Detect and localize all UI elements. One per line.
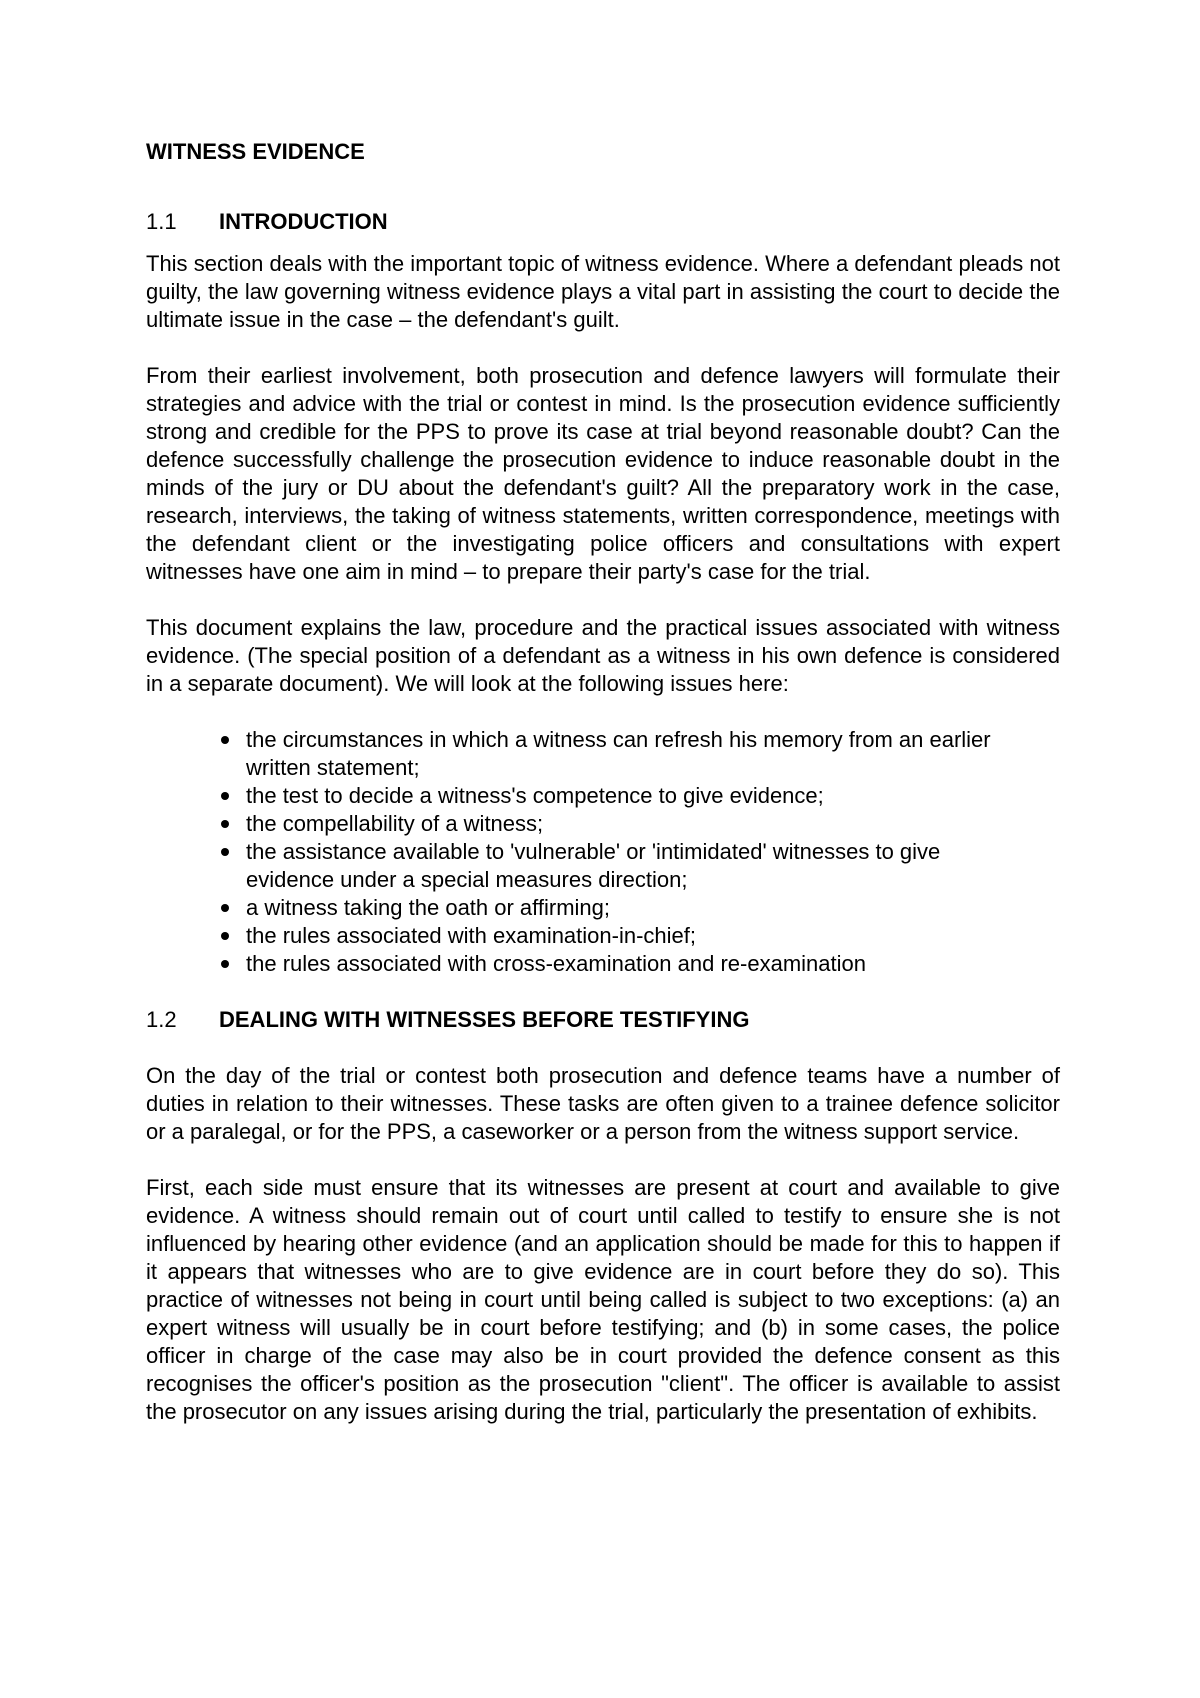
section-heading-dealing-with-witnesses [146,1006,1060,1034]
section-number: 1.1 [146,209,177,234]
list-item-text: the rules associated with examination-in-chief; [246,923,697,948]
paragraph: First, each side must ensure that its witnesses are present at court and available to give evidence. A witness should remain out of court until called to testify to ensure she is not influenced by hearing other evidence (and an application should be made for this to happen if it appears that witnesses who are to give evidence are in court before they do so). This practice of witnesses not being in court until being called is subject to two exceptions: (a) an expert witness will usually be in court before testifying; and (b) in some cases, the police officer in charge of the case may also be in court provided the defence consent as this recognises the officer's position as the prosecution "client". The officer is available to assist the prosecutor on any issues arising during the trial, particularly the presentation of exhibits. [146,1175,1060,1424]
paragraph: On the day of the trial or contest both prosecution and defence teams have a number of duties in relation to their witnesses. These tasks are often given to a trainee defence solicitor or a paralegal, or for the PPS, a caseworker or a person from the witness support service. [146,1063,1060,1144]
bullet-icon [221,932,229,940]
list-item-text: the circumstances in which a witness can refresh his memory from an earlier written statement; [246,727,991,780]
section-title: INTRODUCTION [219,209,388,234]
list-item-text: the compellability of a witness; [246,811,544,836]
list-item-text: the assistance available to 'vulnerable' or 'intimidated' witnesses to give evidence under a special measures direction; [246,839,941,892]
list-item [218,894,1018,922]
list-item-text: a witness taking the oath or affirming; [246,895,611,920]
list-item [218,950,1018,978]
section-number: 1.2 [146,1007,177,1032]
section-heading-introduction [146,208,1060,236]
list-item [218,782,1018,810]
bullet-icon [221,820,229,828]
issues-list [146,726,1018,978]
list-item [218,838,1018,894]
bullet-icon [221,960,229,968]
list-item-text: the test to decide a witness's competence to give evidence; [246,783,824,808]
paragraph: From their earliest involvement, both prosecution and defence lawyers will formulate their strategies and advice with the trial or contest in mind. Is the prosecution evidence sufficiently strong and credible for the PPS to prove its case at trial beyond reasonable doubt? Can the defence successfully challenge the prosecution evidence to induce reasonable doubt in the minds of the jury or DU about the defendant's guilt? All the preparatory work in the case, research, interviews, the taking of witness statements, written correspondence, meetings with the defendant client or the investigating police officers and consultations with expert witnesses have one aim in mind – to prepare their party's case for the trial. [146,363,1060,584]
paragraph: This section deals with the important topic of witness evidence. Where a defendant pleads not guilty, the law governing witness evidence plays a vital part in assisting the court to decide the ultimate issue in the case – the defendant's guilt. [146,251,1060,332]
list-item-text: the rules associated with cross-examination and re-examination [246,951,866,976]
bullet-icon [221,904,229,912]
list-item [218,922,1018,950]
bullet-icon [221,848,229,856]
section-title: DEALING WITH WITNESSES BEFORE TESTIFYING [219,1007,750,1032]
bullet-icon [221,792,229,800]
document-page [146,138,1060,1426]
bullet-icon [221,736,229,744]
list-item [218,726,1018,782]
list-item [218,810,1018,838]
document-title: WITNESS EVIDENCE [146,139,365,164]
paragraph: This document explains the law, procedure and the practical issues associated with witness evidence. (The special position of a defendant as a witness in his own defence is considered in a separate document). We will look at the following issues here: [146,615,1060,696]
